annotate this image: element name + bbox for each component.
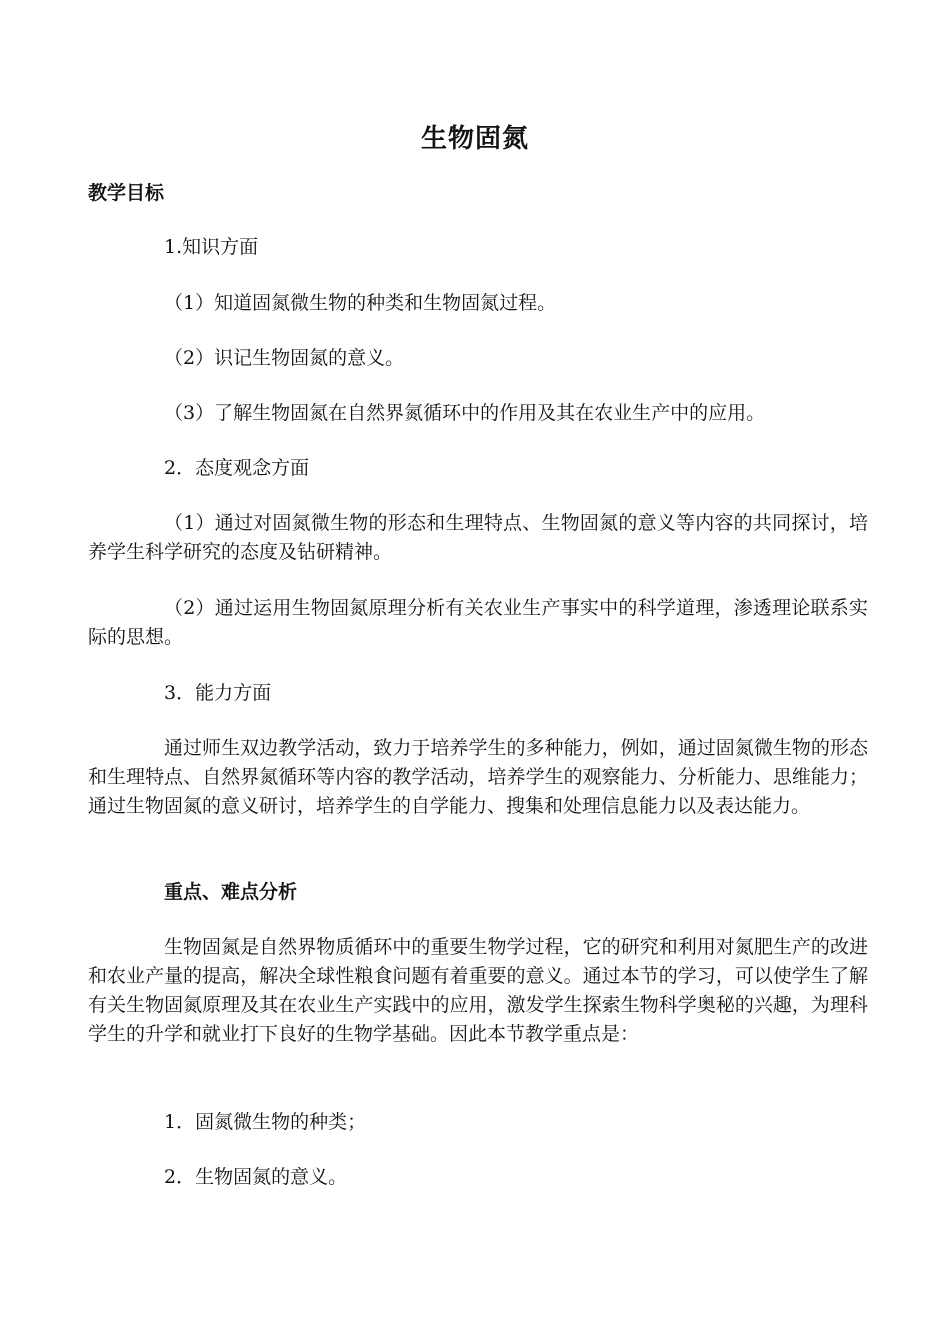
knowledge-item-1: （1）知道固氮微生物的种类和生物固氮过程。 — [164, 292, 557, 314]
attitude-item-2: （2）通过运用生物固氮原理分析有关农业生产事实中的科学道理，渗透理论联系实际的思想。 — [88, 597, 868, 648]
document-title: 生物固氮 — [420, 124, 529, 154]
key-points-paragraph: 生物固氮是自然界物质循环中的重要生物学过程，它的研究和利用对氮肥生产的改进和农业产量的提高，解决全球性粮食问题有着重要的意义。通过本节的学习，可以使学生了解有关生物固氮原理及其在农业生产实践中的应用，激发学生探索生物科学奥秘的兴趣，为理科学生的升学和就业打下良好的生物学基础。因此本节教学重点是： — [88, 936, 868, 1045]
knowledge-heading: 1.知识方面 — [164, 236, 259, 258]
attitude-heading: 2．态度观念方面 — [164, 457, 310, 479]
key-point-item-1: 1．固氮微生物的种类； — [164, 1111, 367, 1133]
objectives-heading: 教学目标 — [88, 182, 165, 204]
ability-heading: 3．能力方面 — [164, 682, 272, 704]
key-point-item-2: 2．生物固氮的意义。 — [164, 1166, 348, 1188]
key-points-heading: 重点、难点分析 — [164, 881, 298, 903]
knowledge-item-3: （3）了解生物固氮在自然界氮循环中的作用及其在农业生产中的应用。 — [164, 402, 766, 424]
attitude-item-1: （1）通过对固氮微生物的形态和生理特点、生物固氮的意义等内容的共同探讨，培养学生科学研究的态度及钻研精神。 — [88, 512, 868, 563]
knowledge-item-2: （2）识记生物固氮的意义。 — [164, 347, 405, 369]
ability-paragraph: 通过师生双边教学活动，致力于培养学生的多种能力，例如，通过固氮微生物的形态和生理特点、自然界氮循环等内容的教学活动，培养学生的观察能力、分析能力、思维能力；通过生物固氮的意义研讨，培养学生的自学能力、搜集和处理信息能力以及表达能力。 — [88, 737, 868, 817]
